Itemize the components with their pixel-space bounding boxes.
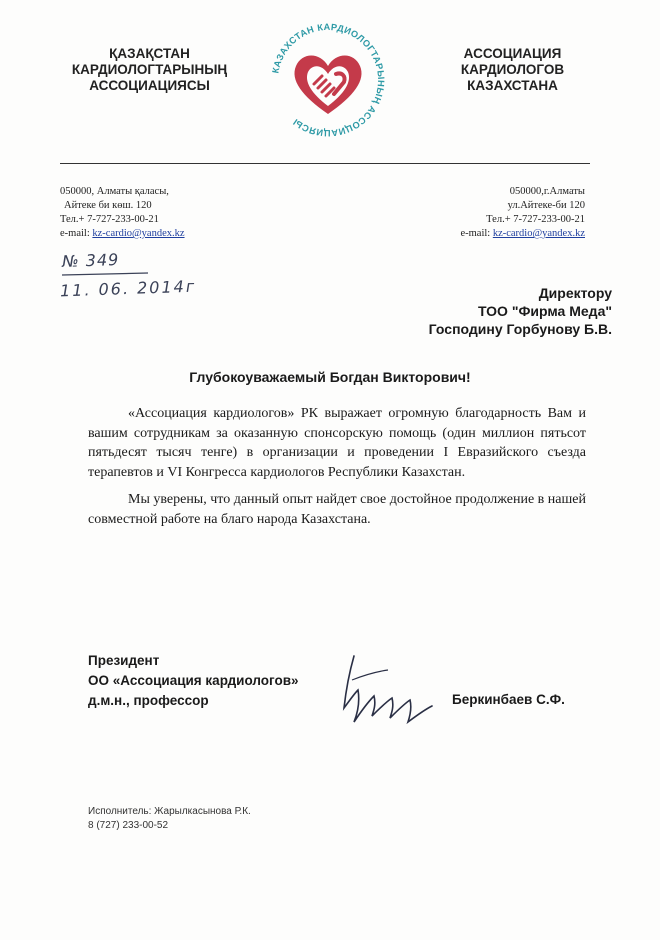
address-line: 050000,г.Алматы: [509, 186, 585, 197]
phone-line: Тел.+ 7-727-233-00-21: [486, 214, 585, 225]
email-link[interactable]: kz-cardio@yandex.kz: [492, 228, 585, 239]
handwritten-signature: [332, 650, 442, 732]
email-line: [400, 227, 585, 241]
logo-ring-text: КАЗАХСТАН КАРДИОЛОГТАРЫНЫҢ АССОЦИАЦИЯСЫ: [270, 21, 387, 139]
recipient-line: Господину Горбунову Б.В.: [428, 321, 612, 337]
salutation: Глубокоуважаемый Богдан Викторович!: [189, 369, 471, 385]
org-name-kazakh-line: КАРДИОЛОГТАРЫНЫҢ: [71, 62, 228, 77]
executor-info: [88, 805, 251, 833]
signatory-title: Президент: [88, 653, 160, 668]
phone-line: Тел.+ 7-727-233-00-21: [60, 214, 159, 225]
address-line: ул.Айтеке-би 120: [507, 200, 585, 211]
recipient-line: Директору: [538, 285, 612, 301]
org-name-kazakh: [62, 46, 237, 94]
email-line: [60, 227, 260, 241]
reference-date: 11. 06. 2014г: [59, 276, 197, 301]
org-name-russian-line: КАЗАХСТАНА: [467, 78, 558, 93]
address-russian: [400, 185, 585, 241]
executor-name: Исполнитель: Жарылкасынова Р.К.: [88, 806, 251, 817]
recipient-line: ТОО "Фирма Меда": [477, 303, 612, 319]
signer-name: Беркинбаев С.Ф.: [452, 692, 565, 707]
org-name-russian-line: АССОЦИАЦИЯ: [463, 46, 562, 61]
signatory-block: [88, 651, 299, 711]
org-name-kazakh-line: АССОЦИАЦИЯСЫ: [89, 78, 210, 93]
signatory-organization: ОО «Ассоциация кардиологов»: [88, 673, 299, 688]
address-line: 050000, Алматы қаласы,: [60, 186, 169, 197]
email-label: e-mail:: [460, 228, 491, 239]
letterhead-divider: [60, 163, 590, 164]
body-paragraph: Мы уверены, что данный опыт найдет свое достойное продолжение в нашей совместной работе на благо народа Казахстана.: [88, 492, 586, 527]
signatory-degree: д.м.н., профессор: [88, 693, 209, 708]
heart-hands-icon: [294, 56, 361, 115]
org-name-kazakh-line: ҚАЗАҚСТАН: [109, 46, 190, 61]
body-paragraph: «Ассоциация кардиологов» РК выражает огромную благодарность Вам и вашим сотрудникам за оказанную спонсорскую помощь (один миллион пятьсот пятьдесят тысяч тенге) в организации и проведении I Евразийского съезда терапевтов и VI Конгресса кардиологов Республики Казахстан.: [88, 406, 586, 480]
address-line: Айтеке би көш. 120: [64, 200, 152, 211]
email-link[interactable]: kz-cardio@yandex.kz: [92, 228, 185, 239]
address-kazakh: [60, 185, 260, 241]
org-name-russian: [440, 46, 585, 94]
recipient-block: [429, 284, 612, 338]
handwritten-underline: [60, 271, 150, 277]
org-name-russian-line: КАРДИОЛОГОВ: [460, 62, 565, 77]
executor-phone: 8 (727) 233-00-52: [88, 820, 169, 831]
email-label: e-mail:: [60, 228, 90, 239]
letter-body: [88, 404, 586, 537]
reference-number: № 349: [61, 250, 120, 271]
association-logo: [262, 14, 394, 146]
